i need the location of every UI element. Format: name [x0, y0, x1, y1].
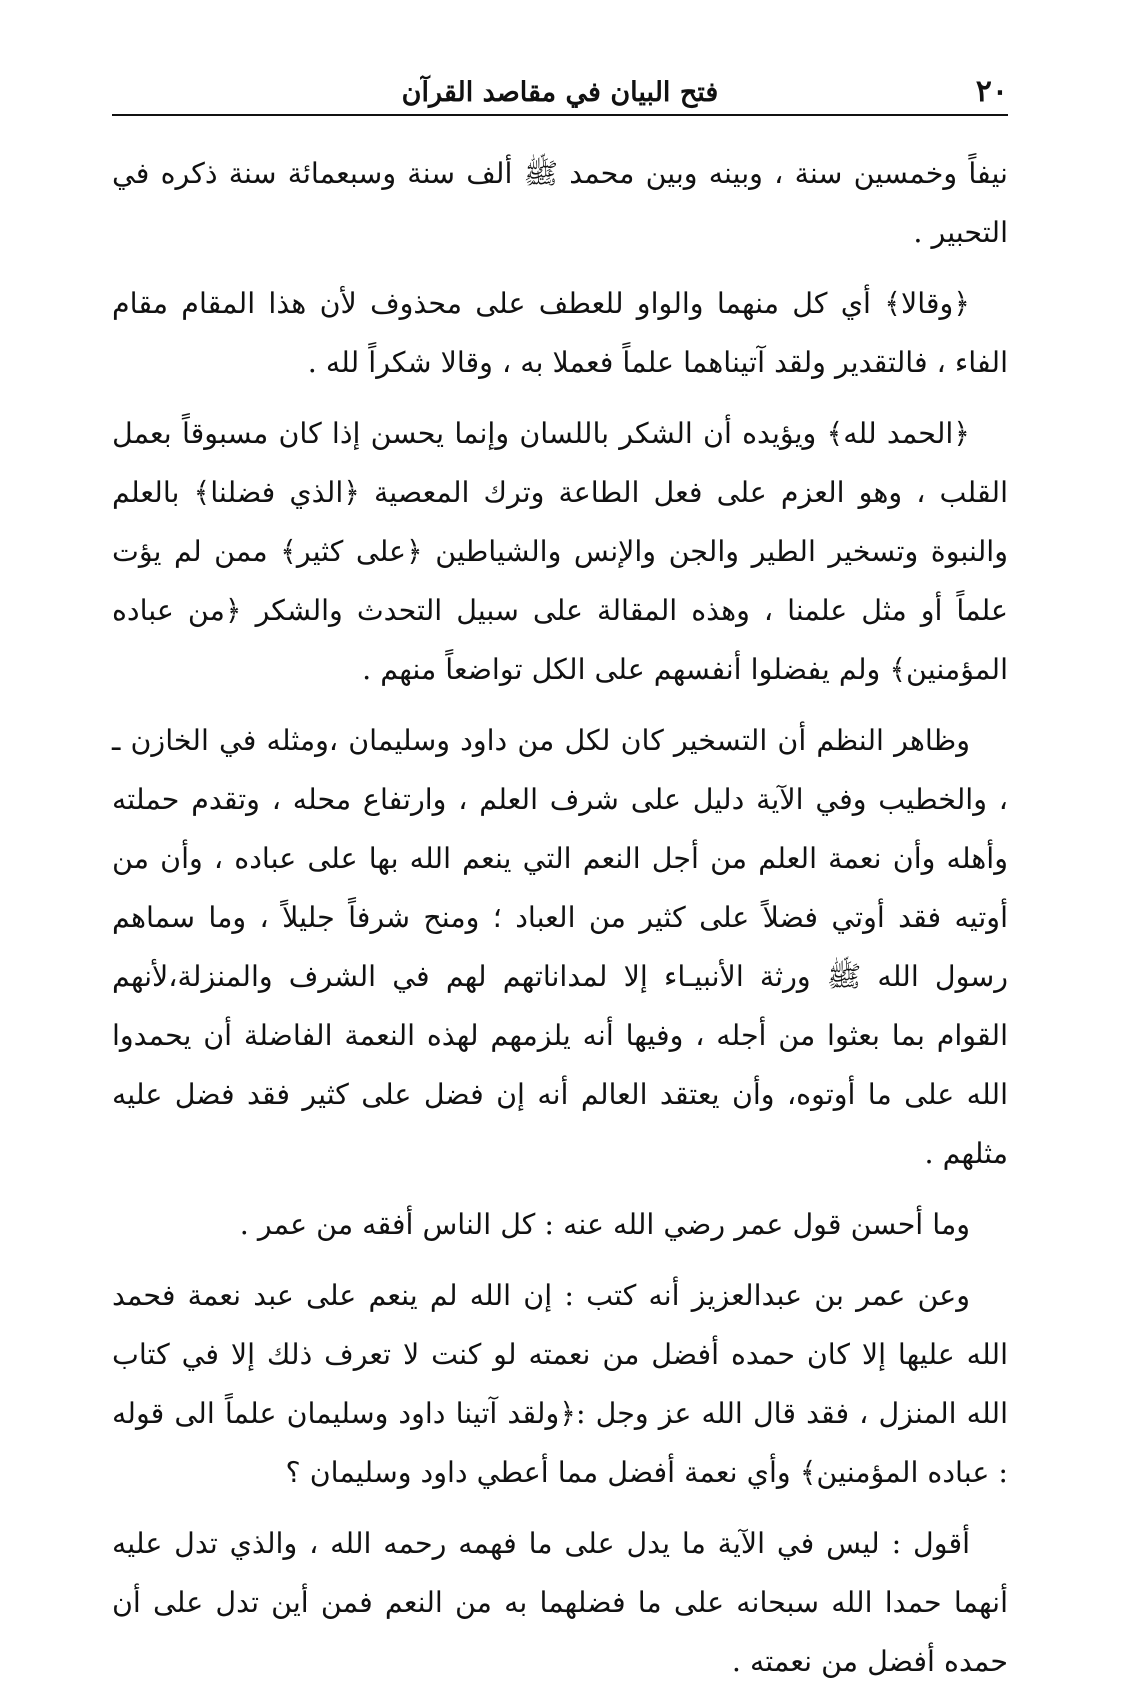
paragraph-umar-ibn-abdulaziz: وعن عمر بن عبدالعزيز أنه كتب : إن الله لم ينعم على عبد نعمة فحمد الله عليها إلا كان حمده أفضل من نعمته لو كنت لا تعرف ذلك إلا في كتاب الله المنزل ، فقد قال الله عز وجل :﴿ولقد آتينا داود وسليمان علماً الى قوله : عباده المؤمنين﴾ وأي نعمة أفضل مما أعطي داود وسليمان ؟ — [112, 1279, 1008, 1489]
paragraph-wa-qala: ﴿وقالا﴾ أي كل منهما والواو للعطف على محذوف لأن هذا المقام مقام الفاء ، فالتقدير ولقد آتيناهما علماً فعملا به ، وقالا شكراً لله . — [112, 287, 1008, 379]
paragraph-aqulu: أقول : ليس في الآية ما يدل على ما فهمه رحمه الله ، والذي تدل عليه أنهما حمدا الله سبحانه على ما فضلهما به من النعم فمن أين تدل على أن حمده أفضل من نعمته . — [112, 1527, 1008, 1678]
paragraph-continuation: نيفاً وخمسين سنة ، وبينه وبين محمد ﷺ ألف سنة وسبعمائة سنة ذكره في التحبير . — [112, 157, 1008, 249]
paragraph-umar-quote: وما أحسن قول عمر رضي الله عنه : كل الناس أفقه من عمر . — [239, 1208, 970, 1241]
book-title: فتح البيان في مقاصد القرآن — [401, 77, 719, 108]
paragraph-al-hamdu-lillah: ﴿الحمد لله﴾ ويؤيده أن الشكر باللسان وإنما يحسن إذا كان مسبوقاً بعمل القلب ، وهو العزم على فعل الطاعة وترك المعصية ﴿الذي فضلنا﴾ بالعلم والنبوة وتسخير الطير والجن والإنس والشياطين ﴿على كثير﴾ ممن لم يؤت علماً أو مثل علمنا ، وهذه المقالة على سبيل التحدث والشكر ﴿من عباده المؤمنين﴾ ولم يفضلوا أنفسهم على الكل تواضعاً منهم . — [112, 417, 1008, 686]
page-number: ٢٠ — [975, 74, 1008, 109]
body-text — [112, 144, 1008, 1691]
paragraph-taskhir: وظاهر النظم أن التسخير كان لكل من داود وسليمان ،ومثله في الخازن ـ ، والخطيب وفي الآية دليل على شرف العلم ، وارتفاع محله ، وتقدم حملته وأهله وأن نعمة العلم من أجل النعم التي ينعم الله بها على عباده ، وأن من أوتيه فقد أوتي فضلاً على كثير من العباد ؛ ومنح شرفاً جليلاً ، وما سماهم رسول الله ﷺ ورثة الأنبيـاء إلا لمداناتهم لهم في الشرف والمنزلة،لأنهم القوام بما بعثوا من أجله ، وفيها أنه يلزمهم لهذه النعمة الفاضلة أن يحمدوا الله على ما أوتوه، وأن يعتقد العالم أنه إن فضل على كثير فقد فضل عليه مثلهم . — [112, 724, 1008, 1170]
book-page — [112, 70, 1008, 1678]
running-header — [112, 70, 1008, 116]
